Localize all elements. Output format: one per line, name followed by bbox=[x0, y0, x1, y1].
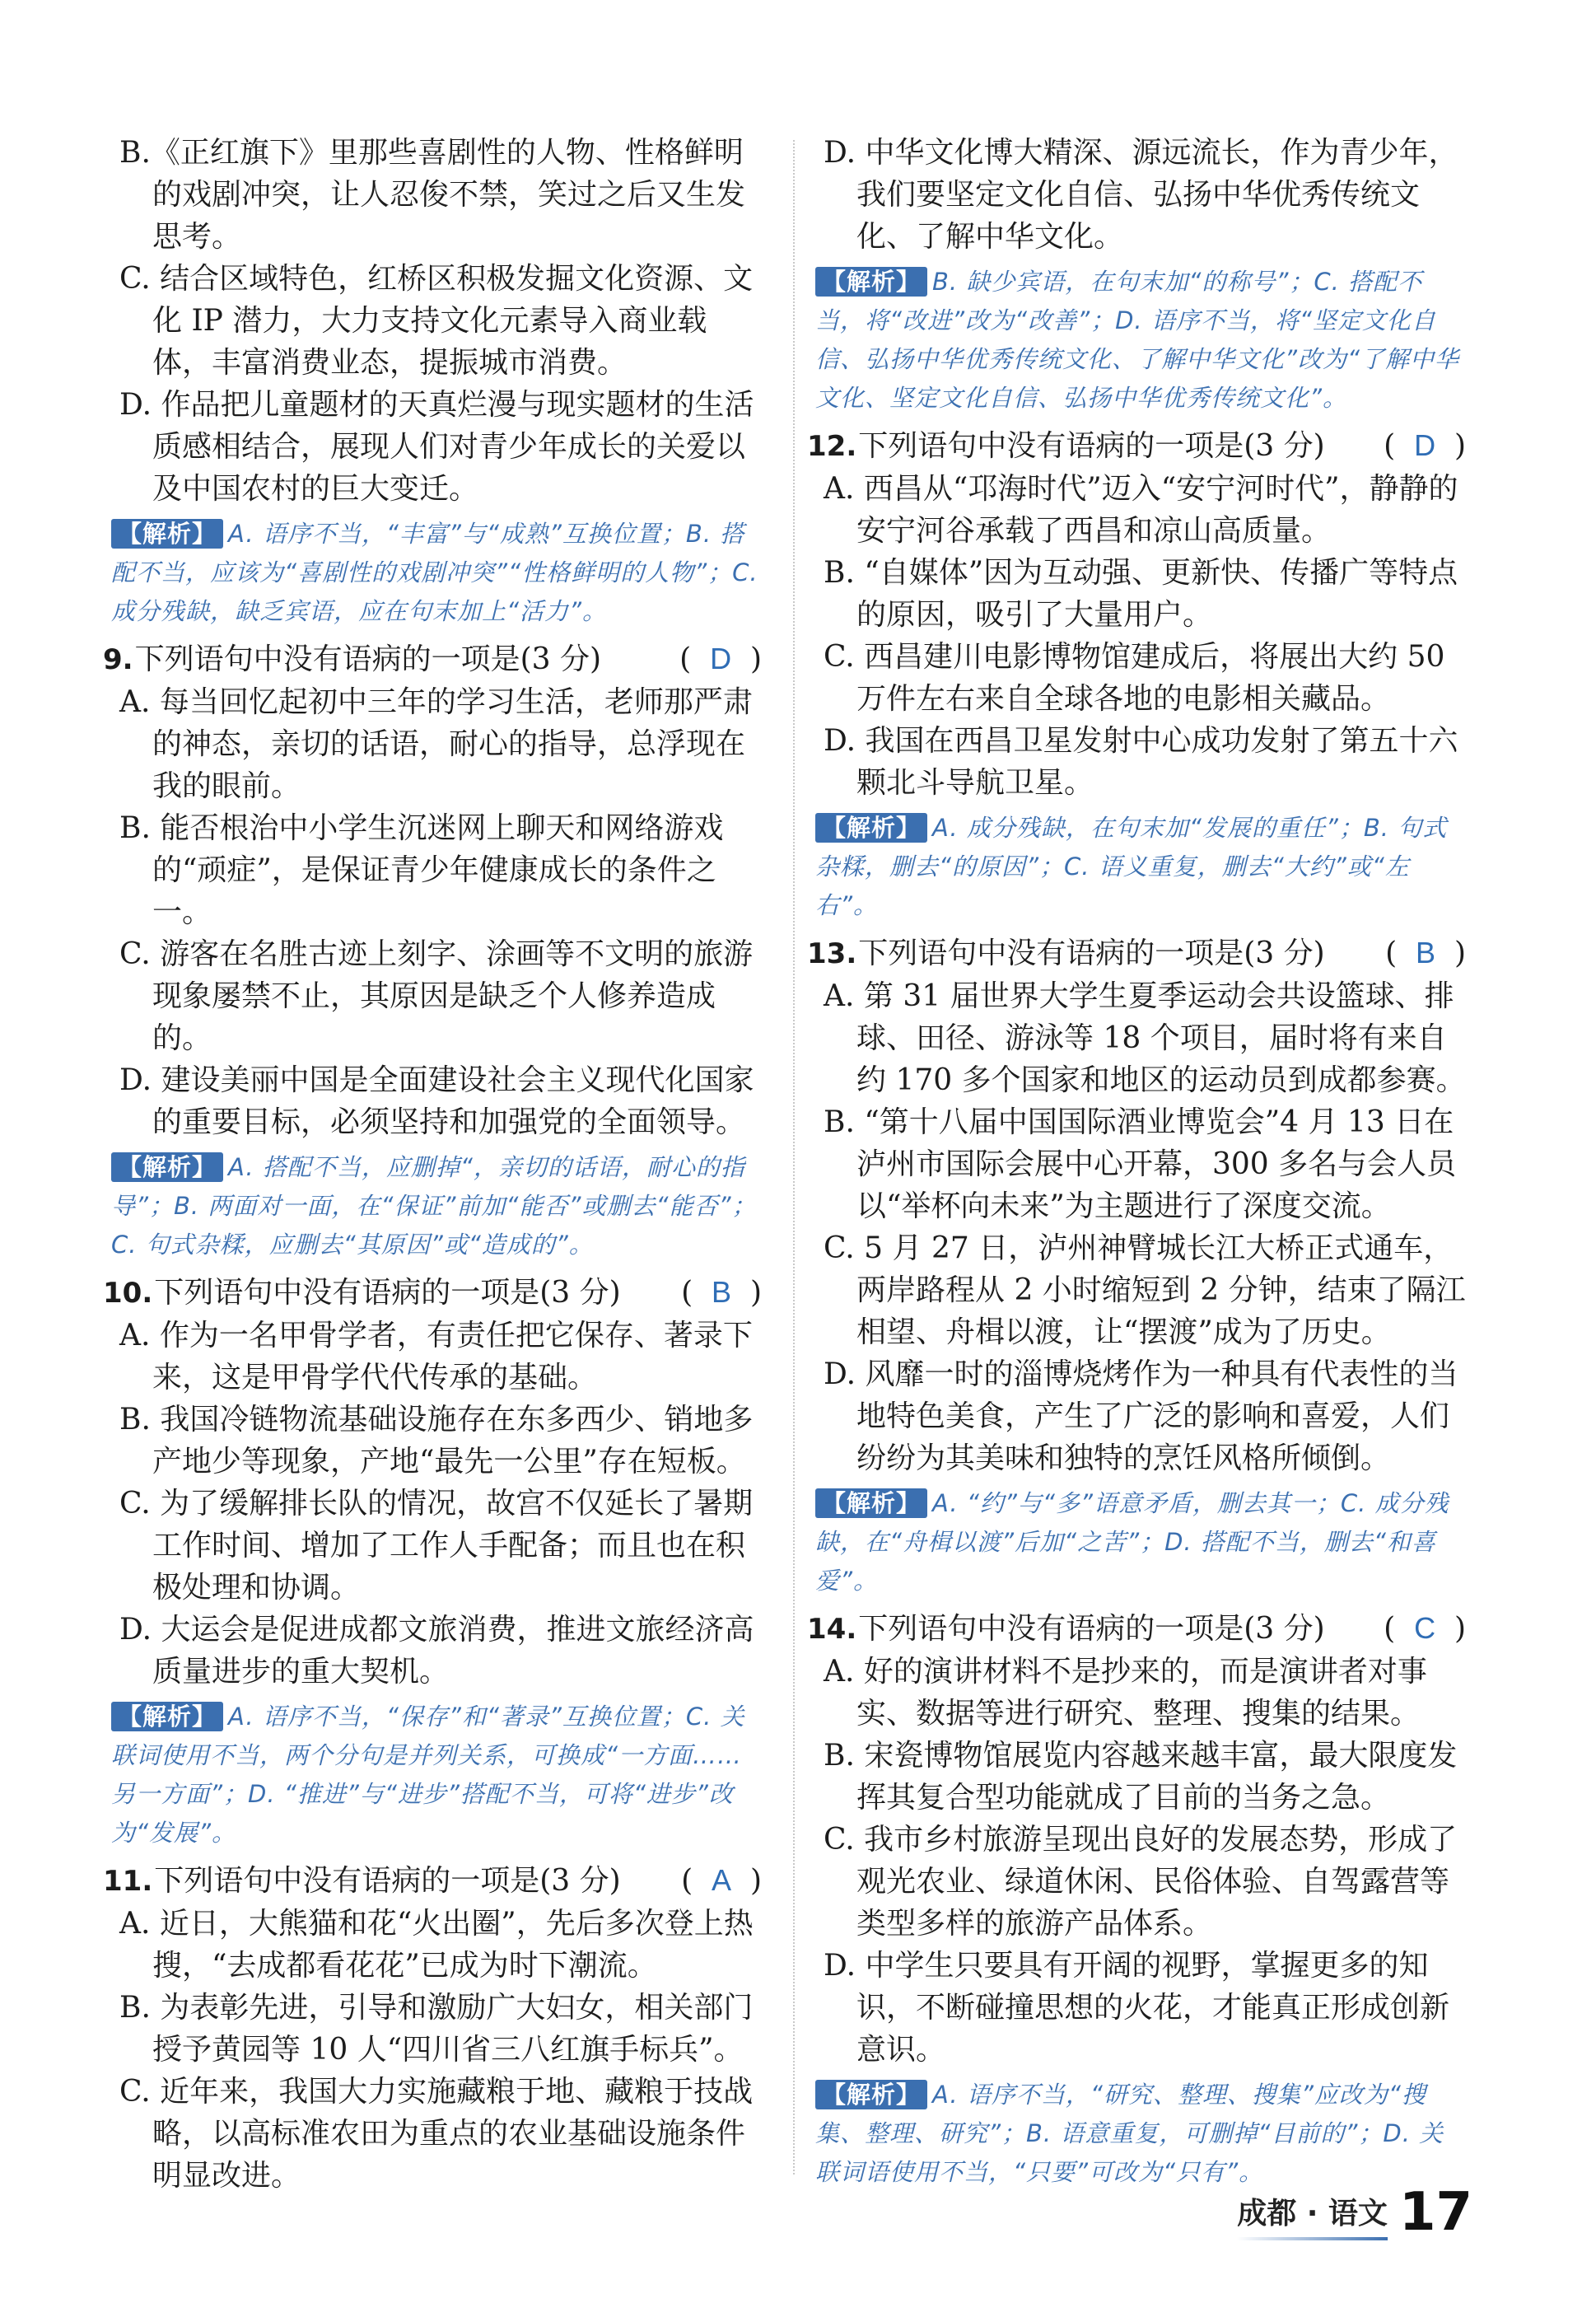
q11-option-c: C. 近年来，我国大力实施藏粮于地、藏粮于技战略，以高标准农田为重点的农业基础设施条件明显改进。 bbox=[119, 2075, 754, 2193]
q14-answer: ( C ) bbox=[1384, 1611, 1466, 1646]
q13-stem: 下列语句中没有语病的一项是(3 分) bbox=[858, 937, 1325, 970]
q13-answer: ( B ) bbox=[1385, 936, 1466, 970]
q14-stem: 下列语句中没有语病的一项是(3 分) bbox=[858, 1612, 1325, 1646]
q13-option-a: A. 第 31 届世界大学生夏季运动会共设篮球、排球、田径、游泳等 18 个项目，届时将有来自约 170 多个国家和地区的运动员到成都参赛。 bbox=[824, 979, 1466, 1097]
q11-answer: ( A ) bbox=[681, 1863, 762, 1898]
q13-analysis: 【解析】 A. “约”与“多”语意矛盾，删去其一；C. 成分残缺，在“舟楫以渡”后加“之苦”；D. 搭配不当，删去“和喜爱”。 bbox=[815, 1489, 1449, 1595]
q11-analysis: 【解析】 B. 缺少宾语，在句末加“的称号”；C. 搭配不当，将“改进”改为“改善”；D. 语序不当，将“坚定文化自信、弘扬中华优秀传统文化、了解中华文化”改为“了解中华文化、坚定文化自信、弘扬中华优秀传统文化”。 bbox=[815, 268, 1460, 412]
q9-option-a: A. 每当回忆起初中三年的学习生活，老师那严肃的神态，亲切的话语，耐心的指导，总浮现在我的眼前。 bbox=[119, 685, 753, 803]
q12-option-c: C. 西昌建川电影博物馆建成后，将展出大约 50 万件左右来自全球各地的电影相关藏品。 bbox=[824, 640, 1445, 716]
right-column bbox=[807, 132, 1466, 2198]
q8-option-b: B.《正红旗下》里那些喜剧性的人物、性格鲜明的戏剧冲突，让人忍俊不禁，笑过之后又生发思考。 bbox=[119, 136, 746, 254]
q9-answer: ( D ) bbox=[679, 642, 762, 676]
q10-option-b: B. 我国冷链物流基础设施存在东多西少、销地多产地少等现象，产地“最先一公里”存在短板。 bbox=[119, 1403, 754, 1478]
q11-header: 11. 下列语句中没有语病的一项是(3 分) ( A ) bbox=[103, 1859, 762, 1903]
q12-stem: 下列语句中没有语病的一项是(3 分) bbox=[858, 429, 1325, 463]
q14-header: 14. 下列语句中没有语病的一项是(3 分) ( C ) bbox=[807, 1607, 1466, 1651]
q10-option-a: A. 作为一名甲骨学者，有责任把它保存、著录下来，这是甲骨学代代传承的基础。 bbox=[119, 1319, 753, 1394]
q11-stem: 下列语句中没有语病的一项是(3 分) bbox=[154, 1864, 621, 1898]
q10-stem: 下列语句中没有语病的一项是(3 分) bbox=[154, 1276, 621, 1310]
q12-analysis: 【解析】 A. 成分残缺，在句末加“发展的重任”；B. 句式杂糅，删去“的原因”；C. 语义重复，删去“大约”或“左右”。 bbox=[815, 814, 1448, 919]
q14-analysis: 【解析】 A. 语序不当，“研究、整理、搜集”应改为“搜集、整理、研究”；B. 语意重复，可删掉“目前的”；D. 关联词语使用不当，“只要”可改为“只有”。 bbox=[815, 2081, 1444, 2186]
q9-option-d: D. 建设美丽中国是全面建设社会主义现代化国家的重要目标，必须坚持和加强党的全面领导。 bbox=[119, 1063, 754, 1139]
q10-answer: ( B ) bbox=[681, 1275, 762, 1310]
q8-analysis: 【解析】 A. 语序不当，“丰富”与“成熟”互换位置；B. 搭配不当，应该为“喜剧性的戏剧冲突”“性格鲜明的人物”；C. 成分残缺，缺乏宾语，应在句末加上“活力”。 bbox=[111, 520, 758, 625]
q13-option-d: D. 风靡一时的淄博烧烤作为一种具有代表性的当地特色美食，产生了广泛的影响和喜爱，人们纷纷为其美味和独特的烹饪风格所倾倒。 bbox=[824, 1357, 1458, 1475]
q9-stem: 下列语句中没有语病的一项是(3 分) bbox=[134, 642, 602, 676]
q13-header: 13. 下列语句中没有语病的一项是(3 分) ( B ) bbox=[807, 932, 1466, 975]
q11-option-d: D. 中华文化博大精深、源远流长，作为青少年，我们要坚定文化自信、弘扬中华优秀传统文化、了解中华文化。 bbox=[824, 136, 1458, 254]
q14-option-b: B. 宋瓷博物馆展览内容越来越丰富，最大限度发挥其复合型功能就成了目前的当务之急。 bbox=[824, 1739, 1458, 1815]
left-column bbox=[103, 132, 762, 2197]
q12-option-a: A. 西昌从“邛海时代”迈入“安宁河时代”，静静的安宁河谷承载了西昌和凉山高质量。 bbox=[824, 472, 1458, 548]
page-number: 17 bbox=[1398, 2182, 1472, 2243]
q8-option-c: C. 结合区域特色，红桥区积极发掘文化资源、文化 IP 潜力，大力支持文化元素导入商业载体，丰富消费业态，提振城市消费。 bbox=[119, 262, 754, 380]
q9-option-b: B. 能否根治中小学生沉迷网上聊天和网络游戏的“顽症”，是保证青少年健康成长的条件之一。 bbox=[119, 811, 724, 929]
q9-analysis: 【解析】 A. 搭配不当，应删掉“，亲切的话语，耐心的指导”；B. 两面对一面，在“保证”前加“能否”或删去“能否”；C. 句式杂糅，应删去“其原因”或“造成的”。 bbox=[111, 1153, 757, 1259]
q11-option-a: A. 近日，大熊猫和花“火出圈”，先后多次登上热搜，“去成都看花花”已成为时下潮流。 bbox=[119, 1907, 754, 1983]
q12-answer: ( D ) bbox=[1384, 428, 1466, 463]
q8-option-d: D. 作品把儿童题材的天真烂漫与现实题材的生活质感相结合，展现人们对青少年成长的关爱以及中国农村的巨大变迁。 bbox=[119, 388, 754, 506]
q10-header: 10. 下列语句中没有语病的一项是(3 分) ( B ) bbox=[103, 1271, 762, 1315]
footer-subject: 成都 · 语文 bbox=[1237, 2190, 1388, 2237]
q12-header: 12. 下列语句中没有语病的一项是(3 分) ( D ) bbox=[807, 424, 1466, 468]
q12-option-d: D. 我国在西昌卫星发射中心成功发射了第五十六颗北斗导航卫星。 bbox=[824, 724, 1458, 800]
q10-analysis: 【解析】 A. 语序不当，“保存”和“著录”互换位置；C. 关联词使用不当，两个分句是并列关系，可换成“一方面……另一方面”；D. “推进”与“进步”搭配不当，可将“进步”改为“发展”。 bbox=[111, 1703, 745, 1847]
q13-option-b: B. “第十八届中国国际酒业博览会”4 月 13 日在泸州市国际会展中心开幕，300 多名与会人员以“举杯向未来”为主题进行了深度交流。 bbox=[824, 1105, 1457, 1223]
q12-option-b: B. “自媒体”因为互动强、更新快、传播广等特点的原因，吸引了大量用户。 bbox=[824, 556, 1458, 632]
page-footer bbox=[1237, 2182, 1472, 2243]
q9-header: 9. 下列语句中没有语病的一项是(3 分) ( D ) bbox=[103, 638, 762, 681]
q11-option-b: B. 为表彰先进，引导和激励广大妇女，相关部门授予黄园等 10 人“四川省三八红旗手标兵”。 bbox=[119, 1991, 754, 2067]
q9-option-c: C. 游客在名胜古迹上刻字、涂画等不文明的旅游现象屡禁不止，其原因是缺乏个人修养造成的。 bbox=[119, 937, 754, 1055]
q14-option-d: D. 中学生只要具有开阔的视野，掌握更多的知识，不断碰撞思想的火花，才能真正形成创新意识。 bbox=[824, 1949, 1450, 2067]
analysis-tag: 【解析】 bbox=[111, 519, 223, 549]
q10-option-c: C. 为了缓解排长队的情况，故宫不仅延长了暑期工作时间、增加了工作人手配备；而且也在积极处理和协调。 bbox=[119, 1487, 754, 1605]
q10-option-d: D. 大运会是促进成都文旅消费，推进文旅经济高质量进步的重大契机。 bbox=[119, 1613, 754, 1689]
q13-option-c: C. 5 月 27 日，泸州神臂城长江大桥正式通车，两岸路程从 2 小时缩短到 2 分钟，结束了隔江相望、舟楫以渡，让“摆渡”成为了历史。 bbox=[824, 1231, 1466, 1349]
column-divider bbox=[793, 140, 795, 2175]
q14-option-c: C. 我市乡村旅游呈现出良好的发展态势，形成了观光农业、绿道休闲、民俗体验、自驾露营等类型多样的旅游产品体系。 bbox=[824, 1823, 1458, 1941]
q14-option-a: A. 好的演讲材料不是抄来的，而是演讲者对事实、数据等进行研究、整理、搜集的结果。 bbox=[824, 1655, 1427, 1731]
